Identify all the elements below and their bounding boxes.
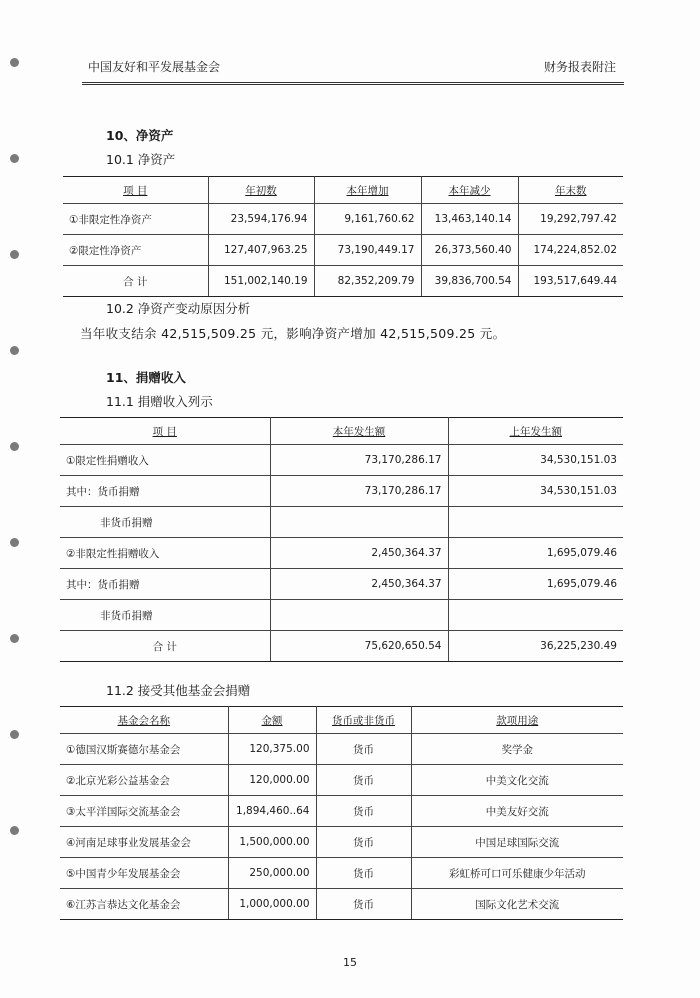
page-number: 15 bbox=[343, 956, 357, 969]
cell: ③太平洋国际交流基金会 bbox=[60, 796, 228, 827]
cell: 货币 bbox=[316, 734, 411, 765]
table-row bbox=[60, 569, 623, 600]
section-10-2-title: 10.2 净资产变动原因分析 bbox=[106, 301, 251, 316]
cell: 货币 bbox=[316, 765, 411, 796]
cell: 19,292,797.42 bbox=[518, 204, 623, 235]
binder-hole bbox=[10, 154, 19, 163]
section-11-2-title: 11.2 接受其他基金会捐赠 bbox=[106, 683, 251, 698]
cell: 1,894,460..64 bbox=[228, 796, 316, 827]
cell: ④河南足球事业发展基金会 bbox=[60, 827, 228, 858]
cell: 中美友好交流 bbox=[411, 796, 623, 827]
table-row bbox=[60, 734, 623, 765]
cell: 73,170,286.17 bbox=[270, 476, 448, 507]
cell bbox=[448, 600, 623, 631]
donation-income-table bbox=[60, 417, 623, 662]
table-row bbox=[60, 507, 623, 538]
cell: ①限定性捐赠收入 bbox=[60, 445, 270, 476]
table-row bbox=[63, 204, 623, 235]
cell: ②限定性净资产 bbox=[63, 235, 208, 266]
table-row bbox=[60, 889, 623, 920]
cell bbox=[448, 507, 623, 538]
col-header: 上年发生额 bbox=[509, 425, 562, 438]
cell: 奖学金 bbox=[411, 734, 623, 765]
cell: 中美文化交流 bbox=[411, 765, 623, 796]
col-header: 本年发生额 bbox=[332, 425, 386, 438]
cell: 34,530,151.03 bbox=[448, 476, 623, 507]
cell: 120,000.00 bbox=[228, 765, 316, 796]
foundation-donations-table bbox=[60, 706, 623, 920]
binder-hole bbox=[10, 538, 19, 547]
cell: 127,407,963.25 bbox=[208, 235, 314, 266]
header-rule bbox=[82, 84, 624, 85]
col-header: 货币或非货币 bbox=[332, 714, 395, 727]
cell: 75,620,650.54 bbox=[270, 631, 448, 662]
col-header: 本年增加 bbox=[346, 184, 389, 197]
cell: 非货币捐赠 bbox=[60, 507, 270, 538]
binder-hole bbox=[10, 250, 19, 259]
table-header-row bbox=[60, 418, 623, 445]
cell: 13,463,140.14 bbox=[421, 204, 518, 235]
cell: 国际文化艺术交流 bbox=[411, 889, 623, 920]
cell: 34,530,151.03 bbox=[448, 445, 623, 476]
cell: 1,000,000.00 bbox=[228, 889, 316, 920]
table-row bbox=[60, 858, 623, 889]
section-10-2-text: 当年收支结余 42,515,509.25 元，影响净资产增加 42,515,509.25 元。 bbox=[80, 326, 506, 341]
binder-hole bbox=[10, 58, 19, 67]
cell: ①非限定性净资产 bbox=[63, 204, 208, 235]
binder-hole bbox=[10, 634, 19, 643]
cell: 73,170,286.17 bbox=[270, 445, 448, 476]
col-header: 年初数 bbox=[245, 184, 277, 197]
col-header: 金额 bbox=[261, 714, 283, 727]
table-row bbox=[60, 827, 623, 858]
table-row bbox=[60, 538, 623, 569]
cell: 中国足球国际交流 bbox=[411, 827, 623, 858]
cell: 73,190,449.17 bbox=[314, 235, 421, 266]
cell: 货币 bbox=[316, 889, 411, 920]
cell: 26,373,560.40 bbox=[421, 235, 518, 266]
col-header: 款项用途 bbox=[496, 714, 539, 727]
cell bbox=[270, 507, 448, 538]
cell: 174,224,852.02 bbox=[518, 235, 623, 266]
section-10-title: 10、净资产 bbox=[106, 128, 174, 143]
cell: 2,450,364.37 bbox=[270, 569, 448, 600]
cell bbox=[270, 600, 448, 631]
cell: 货币 bbox=[316, 827, 411, 858]
section-11-1-title: 11.1 捐赠收入列示 bbox=[106, 394, 213, 409]
cell: 1,695,079.46 bbox=[448, 538, 623, 569]
table-row bbox=[63, 235, 623, 266]
table-total-row bbox=[60, 631, 623, 662]
cell: 合 计 bbox=[60, 631, 270, 662]
col-header: 项 目 bbox=[152, 425, 177, 438]
cell: 其中：货币捐赠 bbox=[60, 476, 270, 507]
table-header-row bbox=[63, 177, 623, 204]
binder-hole bbox=[10, 826, 19, 835]
binder-hole bbox=[10, 730, 19, 739]
cell: 193,517,649.44 bbox=[518, 266, 623, 297]
cell: 151,002,140.19 bbox=[208, 266, 314, 297]
table-row bbox=[60, 600, 623, 631]
cell: ①德国汉斯赛德尔基金会 bbox=[60, 734, 228, 765]
table-total-row bbox=[63, 266, 623, 297]
header-rule bbox=[82, 82, 624, 83]
table-row bbox=[60, 476, 623, 507]
cell: 39,836,700.54 bbox=[421, 266, 518, 297]
cell: 货币 bbox=[316, 796, 411, 827]
binder-hole bbox=[10, 442, 19, 451]
header-org: 中国友好和平发展基金会 bbox=[88, 60, 221, 74]
cell: 250,000.00 bbox=[228, 858, 316, 889]
cell: ②北京光彩公益基金会 bbox=[60, 765, 228, 796]
net-assets-table bbox=[63, 176, 623, 297]
cell: 合 计 bbox=[63, 266, 208, 297]
table-row bbox=[60, 445, 623, 476]
section-11-title: 11、捐赠收入 bbox=[106, 370, 186, 385]
cell: 其中：货币捐赠 bbox=[60, 569, 270, 600]
cell: 2,450,364.37 bbox=[270, 538, 448, 569]
section-10-1-title: 10.1 净资产 bbox=[106, 152, 176, 167]
cell: 120,375.00 bbox=[228, 734, 316, 765]
col-header: 年末数 bbox=[555, 184, 587, 197]
cell: 9,161,760.62 bbox=[314, 204, 421, 235]
col-header: 基金会名称 bbox=[117, 714, 170, 727]
cell: 非货币捐赠 bbox=[60, 600, 270, 631]
cell: ⑤中国青少年发展基金会 bbox=[60, 858, 228, 889]
binder-hole bbox=[10, 346, 19, 355]
cell: 1,500,000.00 bbox=[228, 827, 316, 858]
header-doc: 财务报表附注 bbox=[543, 60, 616, 74]
col-header: 项 目 bbox=[123, 184, 148, 197]
cell: ⑥江苏言恭达文化基金会 bbox=[60, 889, 228, 920]
col-header: 本年减少 bbox=[448, 184, 491, 197]
table-row bbox=[60, 765, 623, 796]
cell: ②非限定性捐赠收入 bbox=[60, 538, 270, 569]
table-header-row bbox=[60, 707, 623, 734]
cell: 彩虹桥可口可乐健康少年活动 bbox=[411, 858, 623, 889]
cell: 36,225,230.49 bbox=[448, 631, 623, 662]
cell: 82,352,209.79 bbox=[314, 266, 421, 297]
cell: 货币 bbox=[316, 858, 411, 889]
cell: 1,695,079.46 bbox=[448, 569, 623, 600]
table-row bbox=[60, 796, 623, 827]
cell: 23,594,176.94 bbox=[208, 204, 314, 235]
